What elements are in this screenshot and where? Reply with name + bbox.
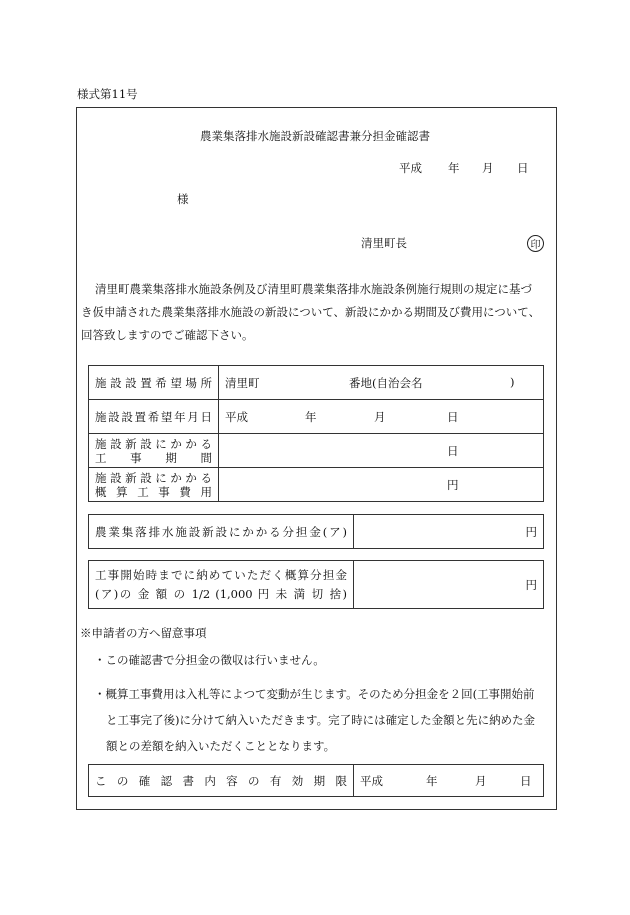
date-cell-day: 日 <box>447 410 459 424</box>
note-item-2-line-2: と工事完了後)に分けて納入いただきます。完了時には確定した金額と先に納めた金 <box>106 713 536 727</box>
validity-year: 年 <box>426 774 438 788</box>
location-town: 清里町 <box>225 375 260 390</box>
period-label: 施設新設にかかる 工事期間 <box>89 434 219 468</box>
period-unit: 日 <box>219 434 544 468</box>
date-era: 平成 <box>399 161 422 175</box>
note-item-1: ・この確認書で分担金の徴収は行いません。 <box>94 653 325 667</box>
notes-heading: ※申請者の方へ留意事項 <box>80 626 207 640</box>
date-cell-month: 月 <box>374 410 386 424</box>
date-cell <box>219 400 544 434</box>
row-cost <box>89 468 544 502</box>
row-date <box>89 400 544 434</box>
validity-era: 平成 <box>360 773 383 788</box>
share-table <box>88 514 544 549</box>
date-month-unit: 月 <box>482 161 494 175</box>
date-year-unit: 年 <box>448 161 460 175</box>
date-cell-era: 平成 <box>225 409 248 424</box>
cost-label: 施設新設にかかる 概算工事費用 <box>89 468 219 502</box>
date-label: 施設設置希望年月日 <box>89 400 219 434</box>
location-close: ) <box>510 375 515 389</box>
row-location <box>89 366 544 400</box>
row-period <box>89 434 544 468</box>
body-line-2: き仮申請された農業集落排水施設の新設について、新設にかかる期間及び費用について、 <box>81 305 541 319</box>
validity-date-cell <box>354 765 544 797</box>
issuer-name: 清里町長 <box>361 236 407 250</box>
location-label: 施設設置希望場所 <box>89 366 219 400</box>
note-item-2-line-3: 額との差額を納入いただくこととなります。 <box>106 739 336 753</box>
body-line-3: 回答致しますのでご確認下さい。 <box>81 328 254 342</box>
advance-unit: 円 <box>354 561 544 609</box>
date-day-unit: 日 <box>517 161 529 175</box>
location-banchi: 番地(自治会名 <box>349 376 423 390</box>
application-table <box>88 365 544 502</box>
form-number: 様式第11号 <box>77 87 138 101</box>
cost-unit: 円 <box>219 468 544 502</box>
validity-day: 日 <box>520 774 532 788</box>
advance-label: 工事開始時までに納めていただく概算分担金 (ア)の 金 額 の 1/2 (1,000 円 未 満 切 捨) <box>89 561 354 609</box>
share-label: 農業集落排水施設新設にかかる分担金(ア) <box>89 515 354 549</box>
seal-char: 印 <box>530 240 541 251</box>
document-title: 農業集落排水施設新設確認書兼分担金確認書 <box>200 129 430 143</box>
share-unit: 円 <box>354 515 544 549</box>
validity-month: 月 <box>475 774 487 788</box>
recipient-suffix: 様 <box>177 192 189 206</box>
advance-table <box>88 560 544 609</box>
body-paragraph <box>81 278 550 347</box>
seal-mark <box>527 235 544 252</box>
date-cell-year: 年 <box>305 410 317 424</box>
validity-label: この確認書内容の有効期限 <box>89 765 354 797</box>
body-line-1: 清里町農業集落排水施設条例及び清里町農業集落排水施設条例施行規則の規定に基づ <box>95 282 532 296</box>
note-item-2-line-1: ・概算工事費用は入札等によつて変動が生じます。そのため分担金を２回(工事開始前 <box>94 687 535 701</box>
validity-table <box>88 764 544 797</box>
location-cell <box>219 366 544 400</box>
